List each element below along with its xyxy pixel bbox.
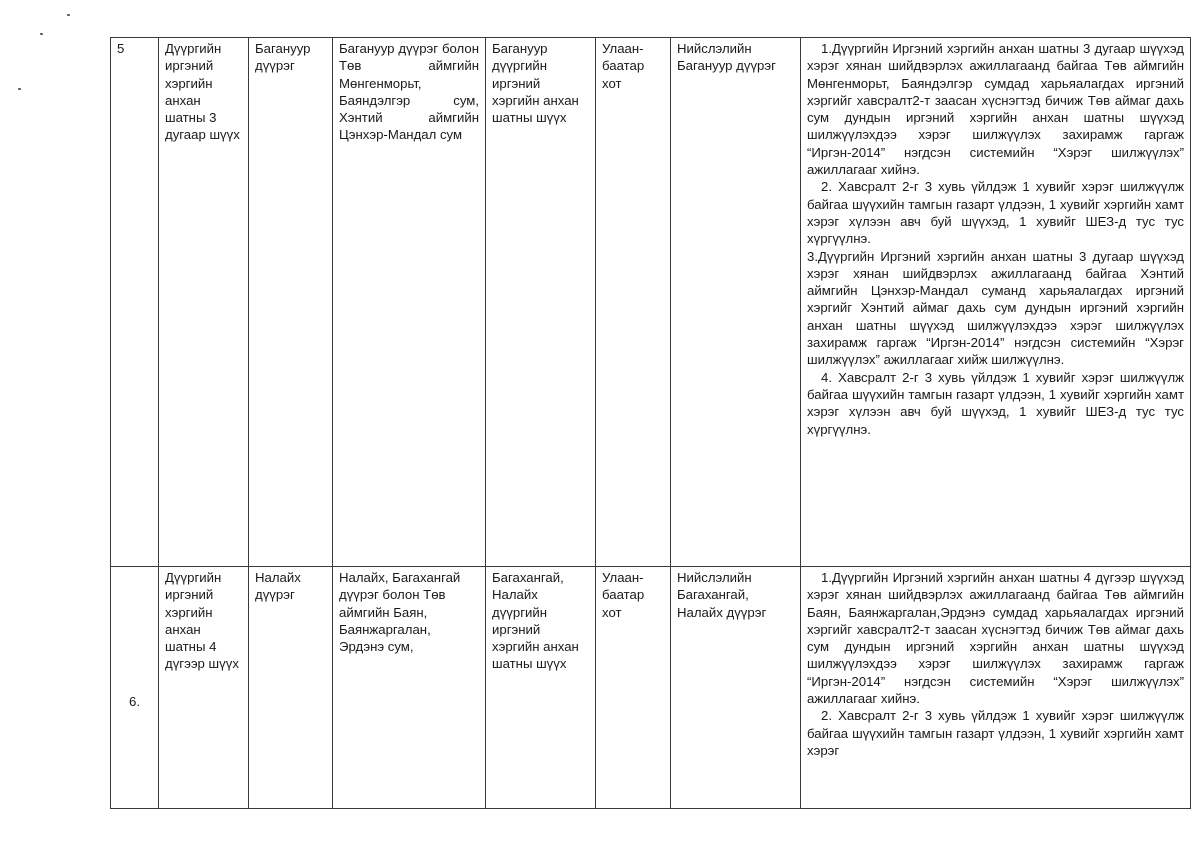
court-name-cell — [486, 38, 596, 567]
note-paragraph: 1.Дүүргийн Иргэний хэргийн анхан шатны 4 дүгээр шүүхэд хэрэг хянан шийдвэрлэх ажиллагаанд байгаа Төв аймгийн Баян, Баянжаргалан,Эрдэнэ сумдад харьяалагдах иргэний хэргийг хавсралт2-т заасан хүснэгтэд бичиж Төв аймаг дахь сум дундын иргэний хэргийн анхан шатны шүүхэд шилжүүлэхдээ хэрэг шилжүүлэх захирамж гаргаж “Иргэн-2014” нэгдсэн системийн “Хэрэг шилжүүлэх” ажиллагааг хийнэ. — [807, 570, 1184, 707]
notes-cell — [801, 567, 1191, 809]
location-text: Улаан-баатар хот — [602, 41, 645, 91]
district-cell — [249, 567, 333, 809]
seat-text: Нийслэлийн Багануур дүүрэг — [677, 41, 776, 74]
location-cell — [596, 567, 671, 809]
territory-text: Налайх, Багахангай дүүрэг болон Төв аймгийн Баян, Баянжаргалан, Эрдэнэ сум, — [339, 570, 461, 655]
scan-speck — [67, 14, 70, 16]
notes-cell — [801, 38, 1191, 567]
table-row — [111, 38, 1191, 567]
location-text: Улаан-баатар хот — [602, 570, 645, 620]
note-paragraph: 3.Дүүргийн Иргэний хэргийн анхан шатны 3 дугаар шүүхэд хэрэг хянан шийдвэрлэх ажиллагаанд байгаа Хэнтий аймгийн Цэнхэр-Мандал суманд харьяалагдах иргэний хэргийг Хэнтий аймаг дахь сум дундын иргэний хэргийн анхан шатны шүүхэд шилжүүлэхдээ хэрэг шилжүүлэх захирамж гаргаж “Иргэн-2014” нэгдсэн системийн “Хэрэг шилжүүлэх” ажиллагааг хийж шилжүүлнэ. — [807, 248, 1184, 368]
court-text: Дүүргийн иргэний хэргийн анхан шатны 3 дугаар шүүх — [165, 41, 240, 143]
seat-text: Нийслэлийн Багахангай, Налайх дүүрэг — [677, 570, 767, 620]
court-name-cell — [486, 567, 596, 809]
row-number: 6. — [111, 567, 159, 809]
territory-cell — [333, 38, 486, 567]
court-name-text: Багануур дүүргийн иргэний хэргийн анхан шатны шүүх — [492, 41, 579, 126]
location-cell — [596, 38, 671, 567]
table-row — [111, 567, 1191, 809]
scan-speck — [40, 33, 43, 35]
court-text: Дүүргийн иргэний хэргийн анхан шатны 4 дүгээр шүүх — [165, 570, 239, 672]
court-name-text: Багахангай, Налайх дүүргийн иргэний хэргийн анхан шатны шүүх — [492, 570, 579, 672]
territory-cell — [333, 567, 486, 809]
note-paragraph: 1.Дүүргийн Иргэний хэргийн анхан шатны 3 дугаар шүүхэд хэрэг хянан шийдвэрлэх ажиллагаанд байгаа Төв аймгийн Мөнгенморьт, Баяндэлгэр сумдад харьяалагдах иргэний хэргийг хавсралт2-т заасан хүснэгтэд бичиж Төв аймаг дахь сум дундын иргэний хэргийн анхан шатны шүүхэд шилжүүлэхдээ хэрэг шилжүүлэх захирамж гаргаж “Иргэн-2014” нэгдсэн системийн “Хэрэг шилжүүлэх” ажиллагааг хийнэ. — [807, 41, 1184, 178]
note-paragraph: 2. Хавсралт 2-г 3 хувь үйлдэж 1 хувийг хэрэг шилжүүлж байгаа шүүхийн тамгын газарт үлдээн, 1 хувийг хэргийн хамт хэрэг хүлээн авч буй шүүхэд, 1 хувийг ШЕЗ-д тус тус хүргүүлнэ. — [807, 179, 1184, 247]
scan-speck — [18, 88, 21, 90]
note-paragraph: 4. Хавсралт 2-г 3 хувь үйлдэж 1 хувийг хэрэг шилжүүлж байгаа шүүхийн тамгын газарт үлдээн, 1 хувийг хэргийн хамт хэрэг хүлээн авч буй шүүхэд, 1 хувийг ШЕЗ-д тус тус хүргүүлнэ. — [807, 369, 1184, 437]
district-text: Налайх дүүрэг — [255, 570, 301, 603]
seat-cell — [671, 567, 801, 809]
district-text: Багануур дүүрэг — [255, 41, 311, 74]
court-cell — [159, 567, 249, 809]
seat-cell — [671, 38, 801, 567]
court-cell — [159, 38, 249, 567]
note-paragraph: 2. Хавсралт 2-г 3 хувь үйлдэж 1 хувийг хэрэг шилжүүлж байгаа шүүхийн тамгын газарт үлдээн, 1 хувийг хэргийн хамт хэрэг — [807, 708, 1184, 758]
court-jurisdiction-table — [110, 37, 1191, 809]
territory-text: Багануур дүүрэг болон Төв аймгийн Мөнгенморьт, Баяндэлгэр сум, Хэнтий аймгийн Цэнхэр-Мандал сум — [339, 41, 479, 143]
row-number: 5 — [111, 38, 159, 567]
district-cell — [249, 38, 333, 567]
